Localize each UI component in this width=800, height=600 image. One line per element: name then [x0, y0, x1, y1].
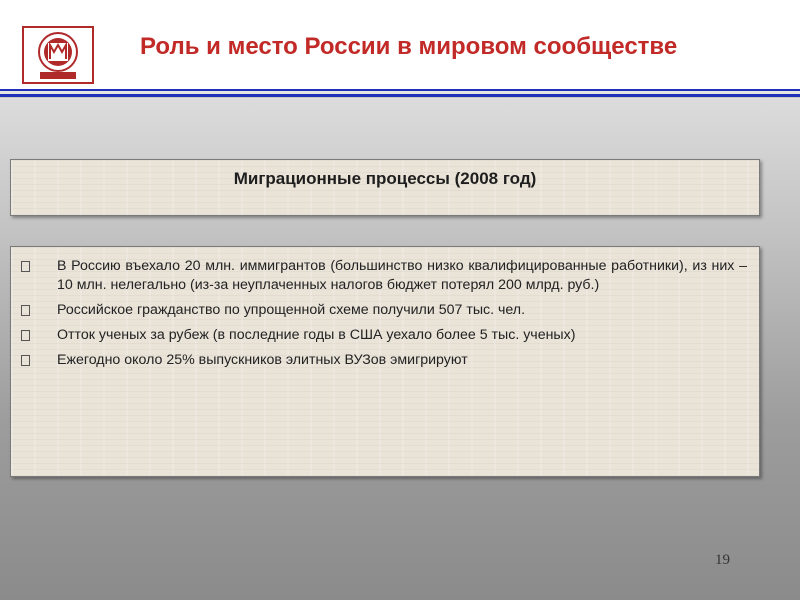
header-rule-top [0, 89, 800, 91]
bullet-item [19, 257, 747, 295]
bullet-box-icon [21, 330, 30, 341]
bullet-box-icon [21, 355, 30, 366]
bullet-list [11, 247, 759, 370]
bullet-box-icon [21, 261, 30, 272]
bullet-text: В Россию въехало 20 млн. иммигрантов (большинство низко квалифицированные работники), из них – 10 млн. нелегально (из-за неуплаченных налогов бюджет потерял 200 млрд. руб.) [57, 258, 747, 293]
header-rule-shadow [0, 97, 800, 98]
university-emblem-icon [22, 26, 94, 84]
content-panel [10, 246, 760, 477]
subtitle-panel [10, 159, 760, 216]
bullet-item [19, 351, 747, 370]
bullet-box-icon [21, 305, 30, 316]
page-number: 19 [715, 552, 730, 568]
emblem-graphic [24, 28, 92, 82]
bullet-text: Ежегодно около 25% выпускников элитных ВУЗов эмигрируют [57, 352, 468, 368]
page-title: Роль и место России в мировом сообществе [140, 33, 678, 60]
bullet-text: Отток ученых за рубеж (в последние годы в США уехало более 5 тыс. ученых) [57, 327, 576, 343]
section-subtitle: Миграционные процессы (2008 год) [233, 168, 537, 188]
bullet-text: Российское гражданство по упрощенной схеме получили 507 тыс. чел. [57, 302, 526, 318]
bullet-item [19, 301, 747, 320]
bullet-item [19, 326, 747, 345]
